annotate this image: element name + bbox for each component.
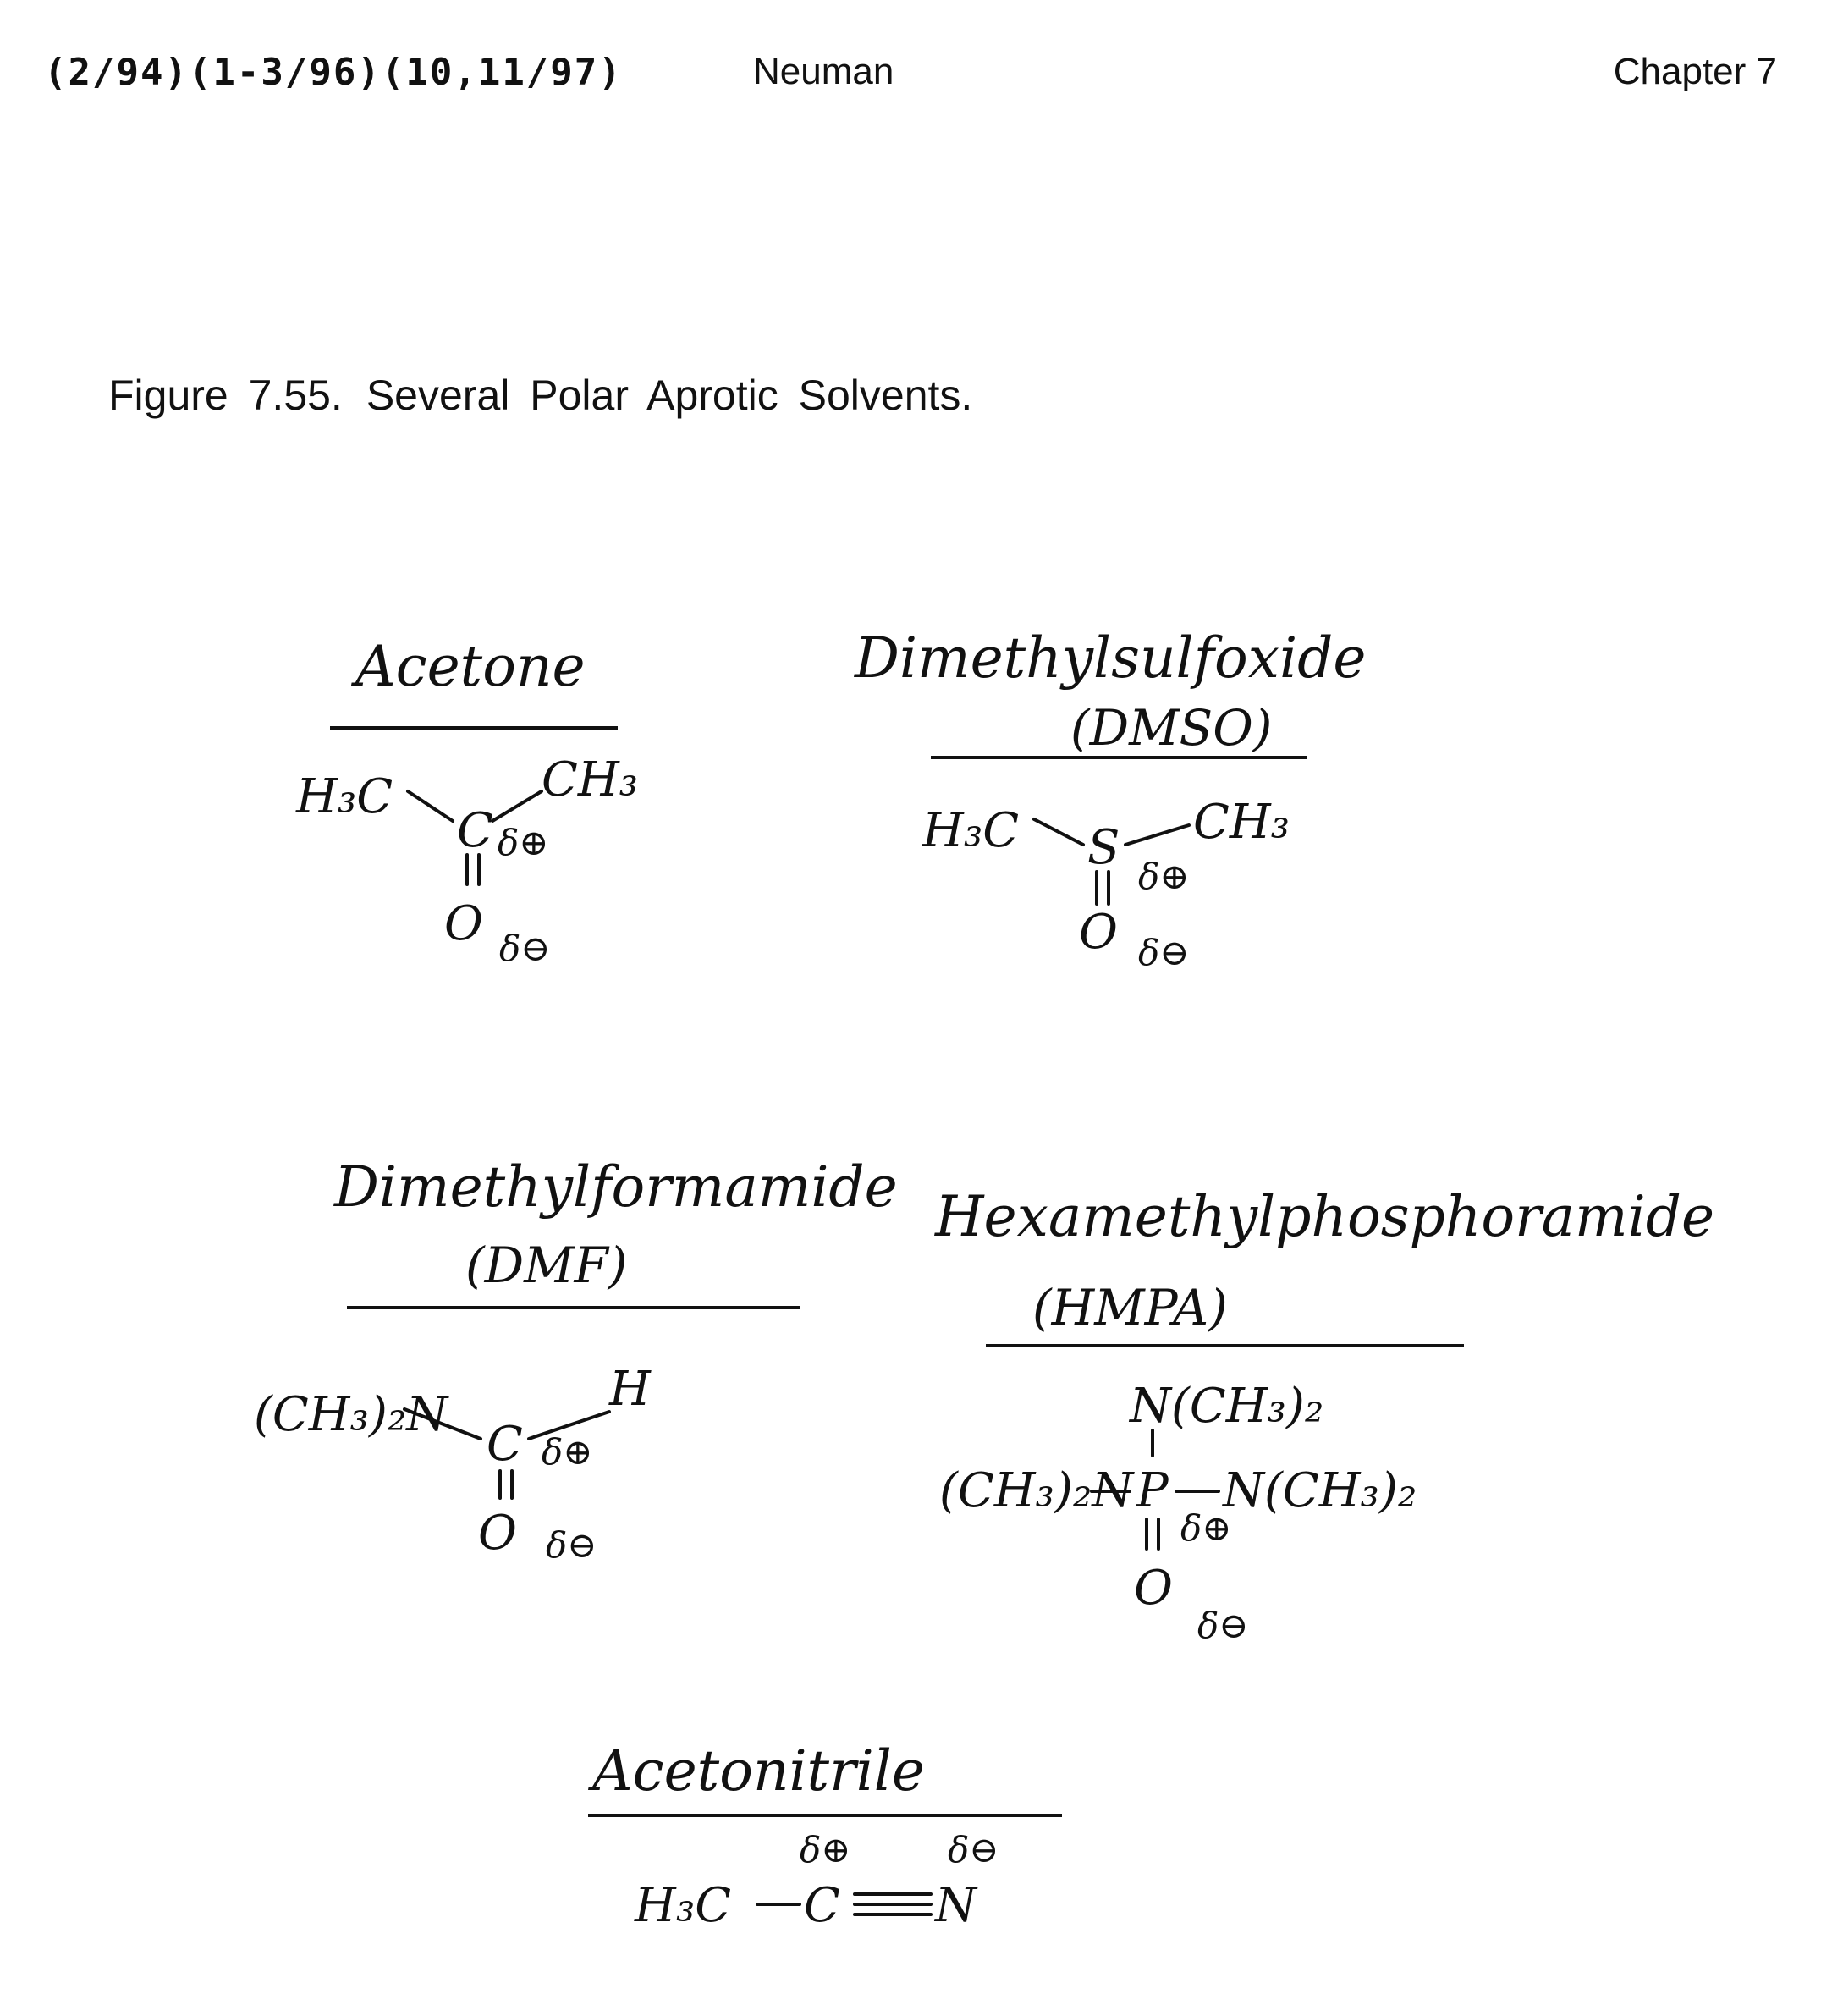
dmf-delta-minus: δ⊖ [546, 1524, 597, 1566]
dmso-bond-right [1125, 825, 1189, 845]
hmpa-amine-top: N(CH₃)₂ [1130, 1379, 1324, 1434]
figure-title: Several Polar Aprotic Solvents. [366, 372, 973, 419]
author-name: Neuman [753, 51, 894, 92]
acetone-structure [295, 634, 638, 969]
acetone-oxygen: O [444, 896, 483, 951]
acetone-carbonyl-carbon: C [457, 803, 493, 858]
dmf-name: Dimethylformamide [334, 1154, 898, 1220]
chapter-label: Chapter 7 [1613, 51, 1777, 92]
hmpa-structure [934, 1184, 1714, 1646]
hmpa-amine-left: (CH₃)₂N [939, 1463, 1134, 1518]
acetone-bond-left [408, 791, 453, 821]
dmf-oxygen: O [478, 1506, 517, 1561]
acetonitrile-delta-plus: δ⊕ [800, 1829, 851, 1870]
hmpa-amine-right: N(CH₃)₂ [1223, 1463, 1417, 1518]
acetonitrile-structure [587, 1738, 1062, 1933]
dmf-dimethylamino: (CH₃)₂N [254, 1387, 448, 1442]
dmso-delta-minus: δ⊖ [1138, 932, 1190, 973]
dmso-sulfur: S [1087, 820, 1120, 875]
acetone-methyl-left: H₃C [296, 769, 393, 824]
dmso-oxygen: O [1079, 905, 1118, 960]
dmf-structure [254, 1154, 898, 1566]
dmf-abbreviation: (DMF) [465, 1237, 628, 1294]
hmpa-oxygen: O [1134, 1561, 1173, 1616]
hmpa-delta-plus: δ⊕ [1180, 1507, 1232, 1549]
dmso-name: Dimethylsulfoxide [855, 625, 1367, 691]
acetone-delta-plus: δ⊕ [498, 822, 549, 863]
dmf-carbonyl-carbon: C [487, 1417, 523, 1472]
acetonitrile-methyl: H₃C [635, 1878, 732, 1933]
hmpa-name: Hexamethylphosphoramide [935, 1184, 1715, 1249]
acetone-methyl-right: CH₃ [542, 752, 639, 807]
acetone-bond-right [492, 791, 542, 821]
hmpa-phosphorus: P [1136, 1463, 1169, 1518]
hmpa-abbreviation: (HMPA) [1032, 1279, 1228, 1336]
acetonitrile-name: Acetonitrile [592, 1738, 925, 1804]
dmso-methyl-left: H₃C [922, 803, 1020, 858]
dmso-structure [854, 625, 1366, 973]
dmso-bond-left [1034, 819, 1083, 845]
hmpa-delta-minus: δ⊖ [1197, 1605, 1249, 1646]
dmso-delta-plus: δ⊕ [1138, 856, 1190, 897]
revision-dates: (2/94)(1-3/96)(10,11/97) [44, 51, 623, 94]
acetone-delta-minus: δ⊖ [499, 928, 551, 969]
acetone-name: Acetone [355, 634, 586, 699]
acetonitrile-nitrogen: N [935, 1878, 977, 1933]
acetonitrile-carbon: C [804, 1878, 840, 1933]
dmf-hydrogen: H [609, 1362, 651, 1417]
dmso-methyl-right: CH₃ [1193, 795, 1290, 850]
acetonitrile-delta-minus: δ⊖ [948, 1829, 999, 1870]
dmso-abbreviation: (DMSO) [1070, 699, 1273, 757]
dmf-delta-plus: δ⊕ [542, 1431, 593, 1473]
figure-label: Figure 7.55. [108, 372, 343, 419]
